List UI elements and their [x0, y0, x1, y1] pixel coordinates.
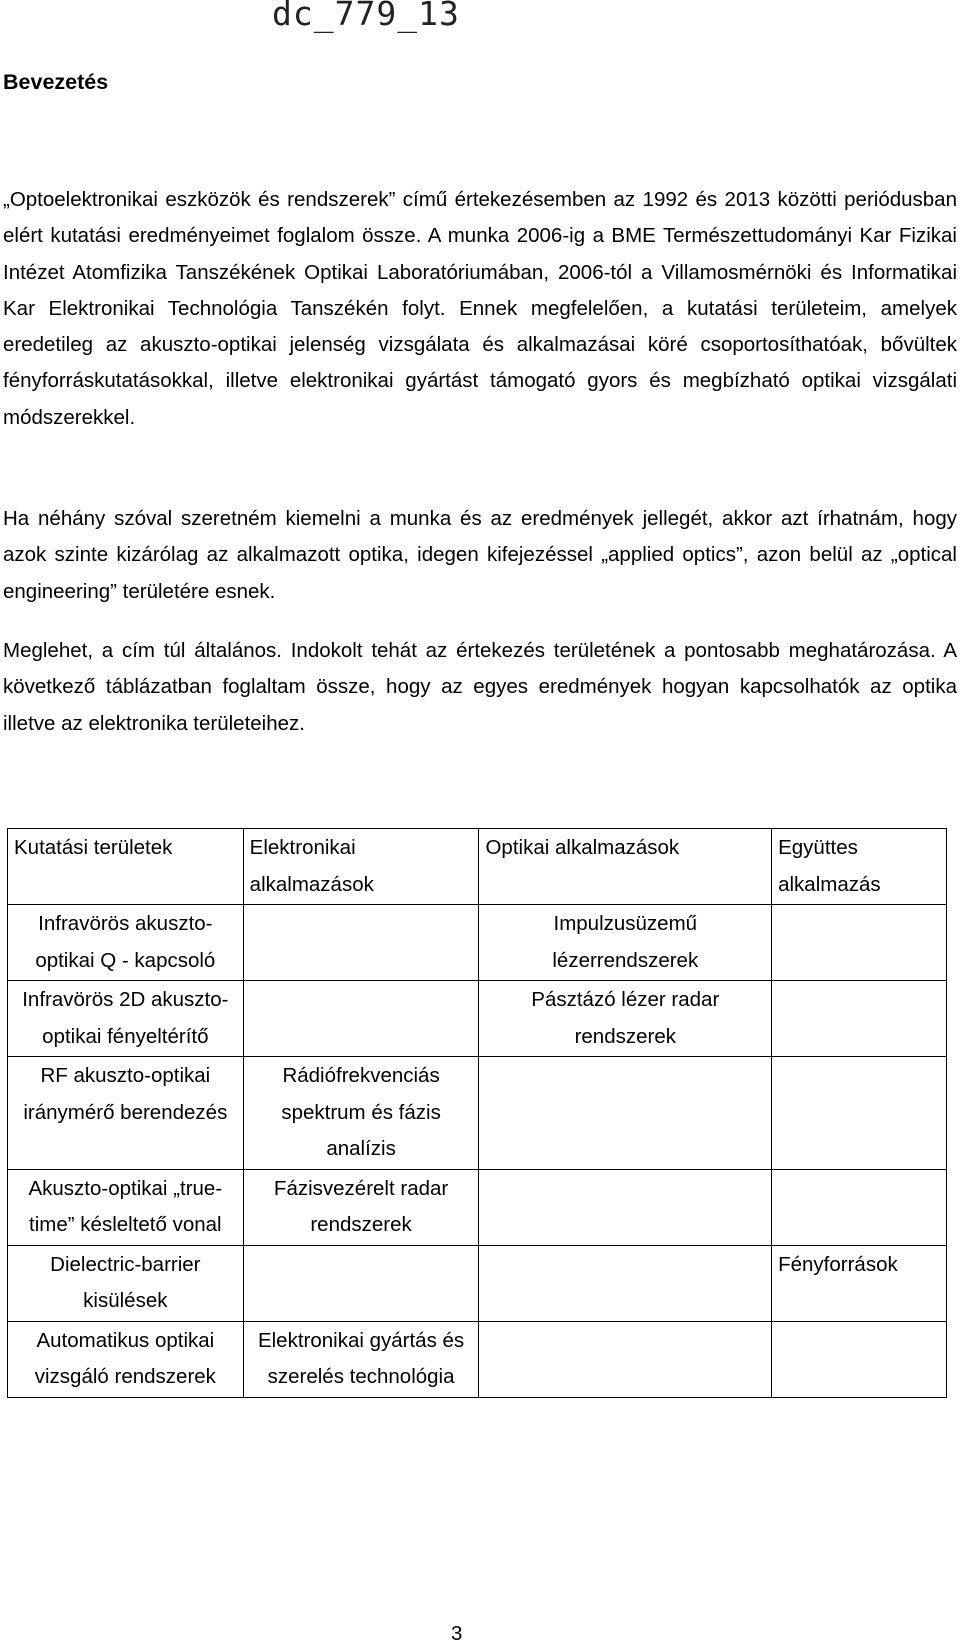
table-cell: [772, 981, 947, 1057]
table-cell: [479, 1245, 772, 1321]
header-electronic-applications: Elektronikai alkalmazások: [243, 829, 479, 905]
document-code: dc_779_13: [272, 0, 460, 33]
table-cell: Infravörös akuszto-optikai Q - kapcsoló: [8, 905, 244, 981]
table-cell: [479, 1057, 772, 1170]
table-cell: Fényforrások: [772, 1245, 947, 1321]
section-title: Bevezetés: [3, 70, 109, 94]
table-cell: [243, 1245, 479, 1321]
table-cell: [772, 1321, 947, 1397]
table-cell: Fázisvezérelt radar rendszerek: [243, 1169, 479, 1245]
table-row: [8, 1169, 947, 1245]
table-cell: [772, 1169, 947, 1245]
header-research-areas: Kutatási területek: [8, 829, 244, 905]
table-row: [8, 1321, 947, 1397]
table-row: [8, 1057, 947, 1170]
paragraph-intro: „Optoelektronikai eszközök és rendszerek” című értekezésemben az 1992 és 2013 közötti periódusban elért kutatási eredményeimet foglalom össze. A munka 2006-ig a BME Természettudományi Kar Fizikai Intézet Atomfizika Tanszékének Optikai Laboratóriumában, 2006-tól a Villamosmérnöki és Informatikai Kar Elektronikai Technológia Tanszékén folyt. Ennek megfelelően, a kutatási területeim, amelyek eredetileg az akuszto-optikai jelenség vizsgálata és alkalmazásai köré csoportosíthatóak, bővültek fényforráskutatásokkal, illetve elektronikai gyártást támogató gyors és megbízható optikai vizsgálati módszerekkel.: [3, 188, 957, 429]
table-cell: Elektronikai gyártás és szerelés technológia: [243, 1321, 479, 1397]
table-cell: Rádiófrekvenciás spektrum és fázis analízis: [243, 1057, 479, 1170]
table-cell: Impulzusüzemű lézerrendszerek: [479, 905, 772, 981]
table-cell: [243, 981, 479, 1057]
table-row: [8, 981, 947, 1057]
page-number: 3: [451, 1622, 463, 1645]
table-cell: Automatikus optikai vizsgáló rendszerek: [8, 1321, 244, 1397]
table-cell: Pásztázó lézer radar rendszerek: [479, 981, 772, 1057]
table-cell: RF akuszto-optikai iránymérő berendezés: [8, 1057, 244, 1170]
table-cell: [479, 1169, 772, 1245]
research-areas-table: [7, 828, 947, 1398]
paragraph-scope: Meglehet, a cím túl általános. Indokolt tehát az értekezés területének a pontosabb meghatározása. A következő táblázatban foglaltam össze, hogy az egyes eredmények hogyan kapcsolhatók az optika illetve az elektronika területeihez.: [3, 639, 957, 735]
header-optical-applications: Optikai alkalmazások: [479, 829, 772, 905]
table-row: [8, 1245, 947, 1321]
table-cell: [772, 1057, 947, 1170]
table-cell: Infravörös 2D akuszto-optikai fényeltérítő: [8, 981, 244, 1057]
header-combined-application: Együttes alkalmazás: [772, 829, 947, 905]
table-cell: Akuszto-optikai „true-time” késleltető vonal: [8, 1169, 244, 1245]
table-cell: [243, 905, 479, 981]
table-header-row: [8, 829, 947, 905]
table-cell: Dielectric-barrier kisülések: [8, 1245, 244, 1321]
table-cell: [479, 1321, 772, 1397]
table-cell: [772, 905, 947, 981]
paragraph-applied-optics: Ha néhány szóval szeretném kiemelni a munka és az eredmények jellegét, akkor azt írhatnám, hogy azok szinte kizárólag az alkalmazott optika, idegen kifejezéssel „applied optics”, azon belül az „optical engineering” területére esnek.: [3, 507, 957, 603]
table-row: [8, 905, 947, 981]
